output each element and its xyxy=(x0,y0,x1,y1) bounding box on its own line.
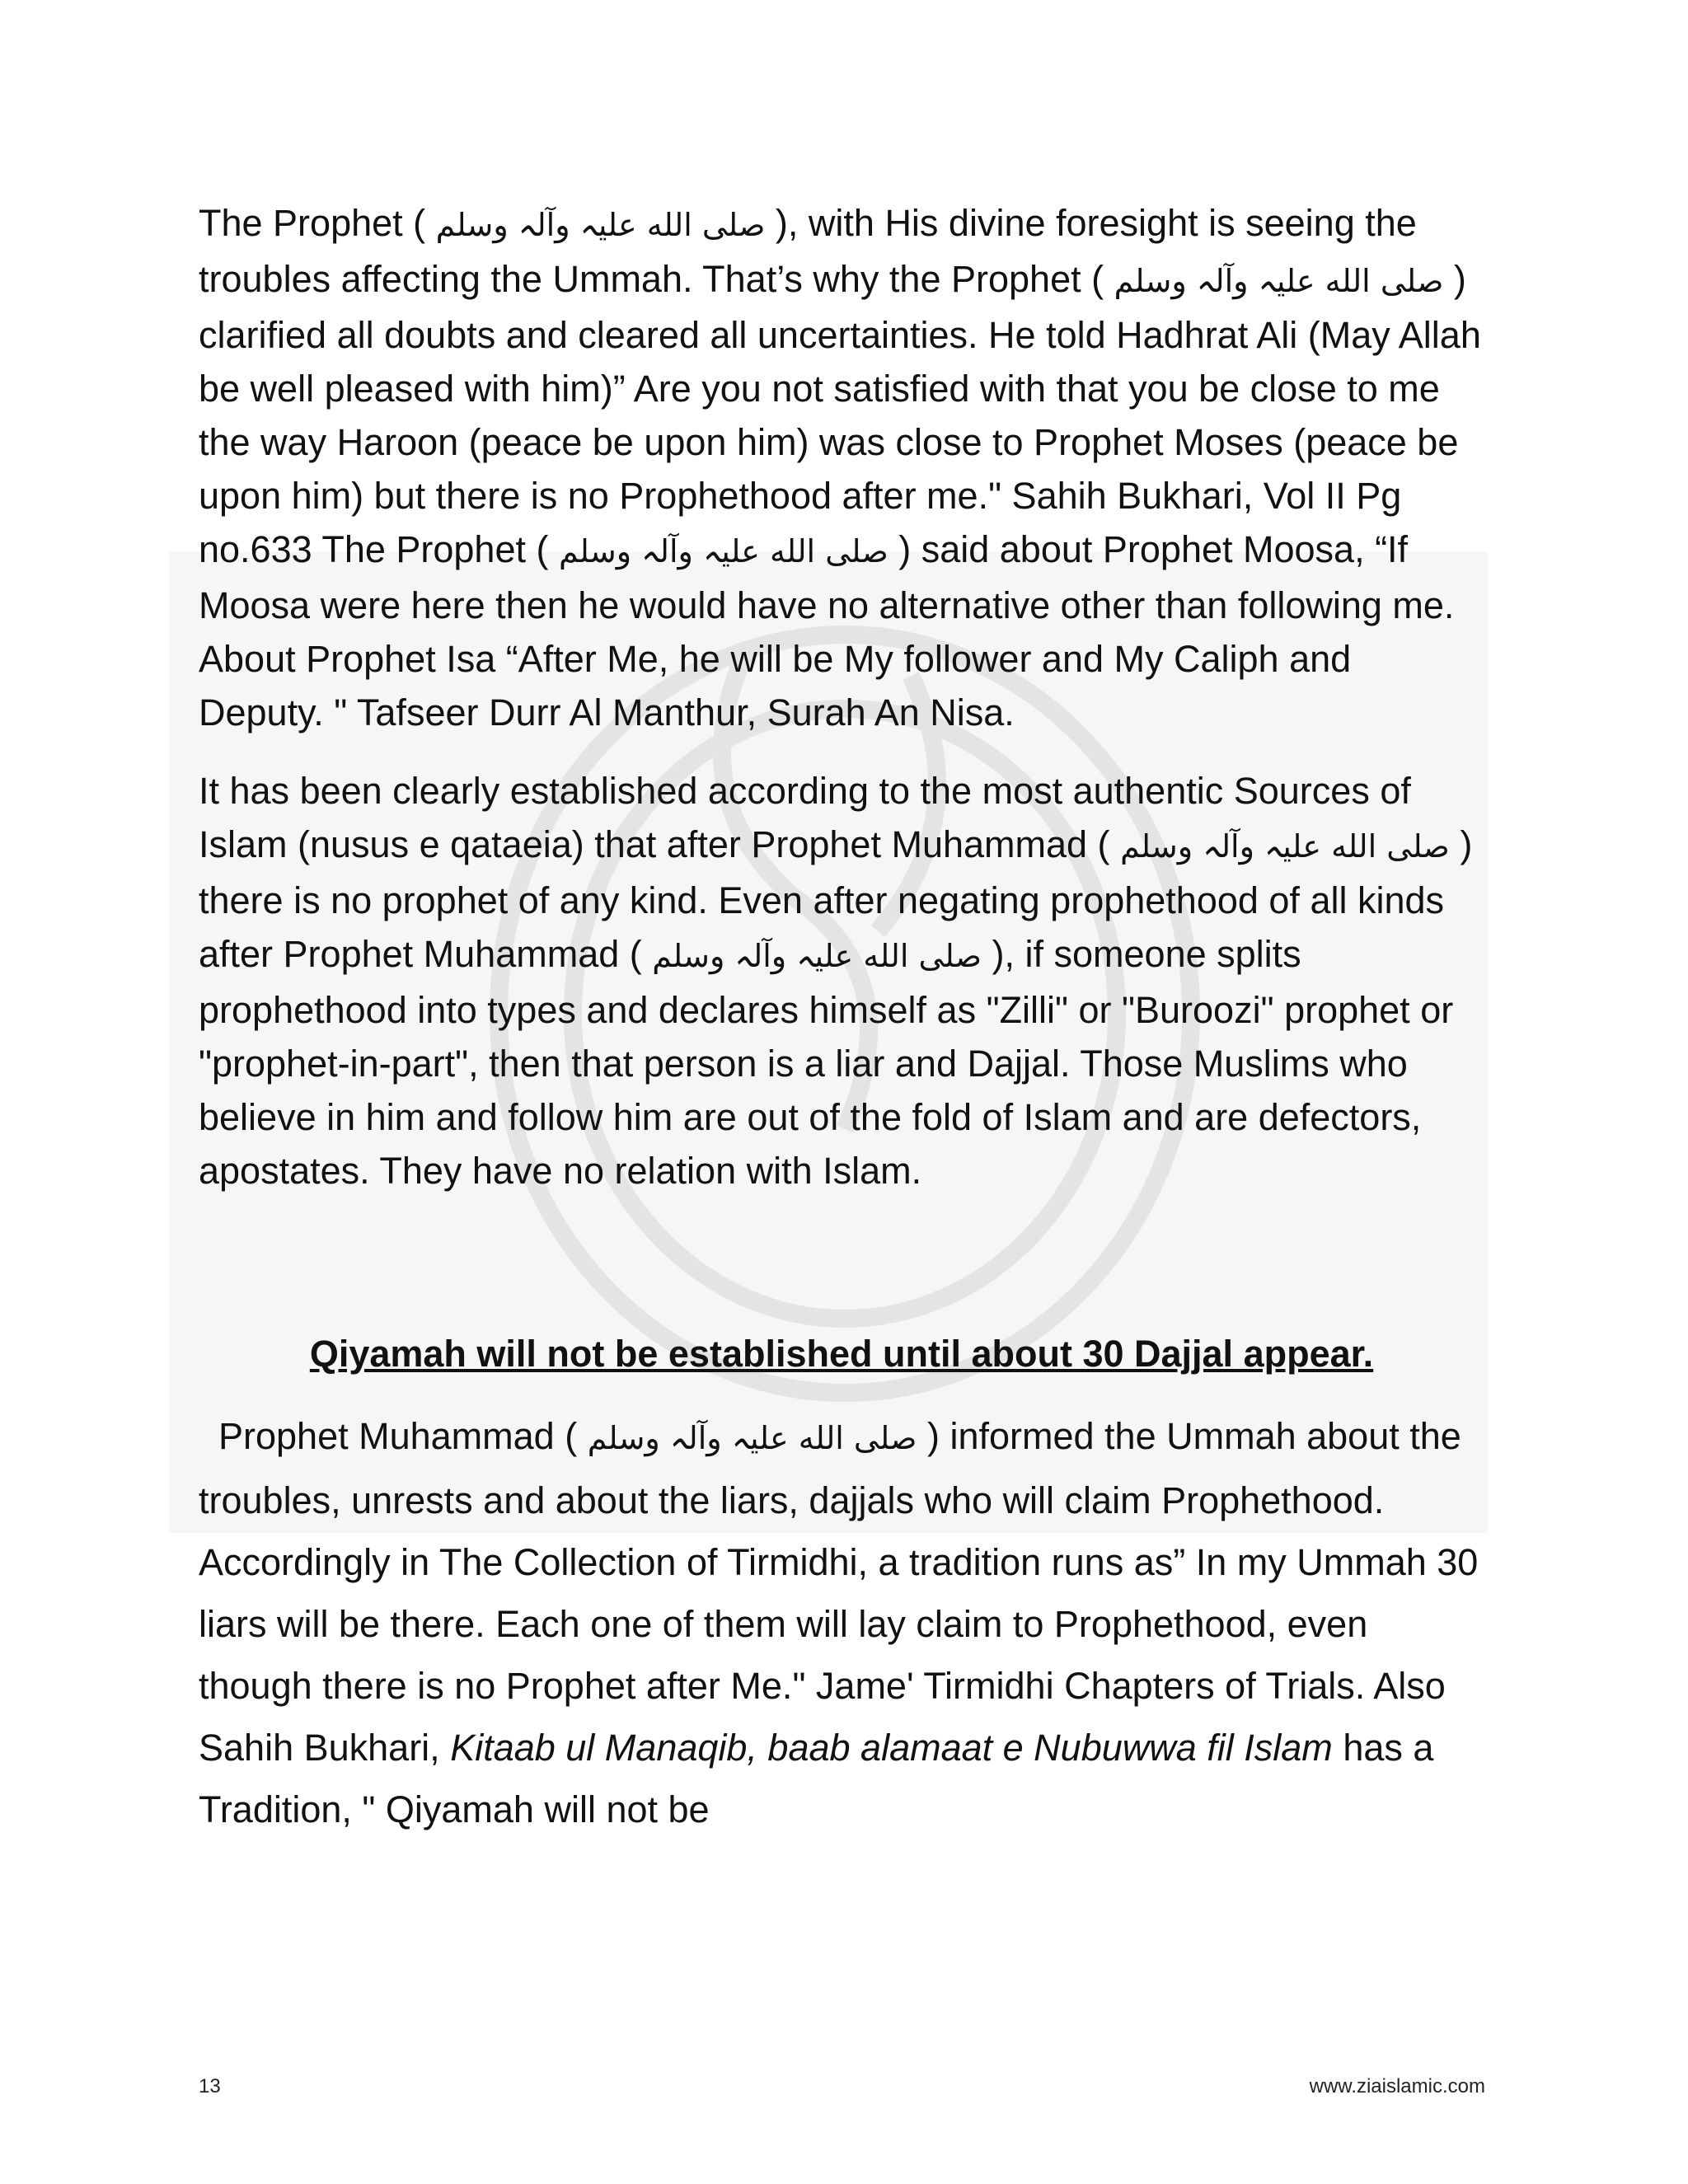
para2-text-1: It has been clearly established according to the most authentic Sources of Islam (nusus e qataeia) that after Prophet Muhammad ( xyxy=(199,770,1411,865)
page-number: 13 xyxy=(199,2075,221,2097)
para1-text-2: ), with His divine foresight is seeing the troubles affecting the Ummah. That’s why the Prophet ( xyxy=(199,202,1417,300)
para2-text-3: ), if someone splits prophethood into types and declares himself as "Zilli" or "Buroozi" prophet or "prophet-in-part", then that person is a liar and Dajjal. Those Muslims who believe in him and follow him are out of the fold of Islam and are defectors, apostates. They have no relation with Islam. xyxy=(199,933,1454,1192)
paragraph-1 xyxy=(199,196,1484,739)
para1-text-3: ) clarified all doubts and cleared all uncertainties. He told Hadhrat Ali (May Allah be well pleased with him)” Are you not satisfied with that you be close to me the way Haroon (peace be upon him) was close to Prophet Moses (peace be upon him) but there is no Prophethood after me." Sahih Bukhari, Vol II Pg no.633 The Prophet ( xyxy=(199,258,1481,570)
paragraph-3 xyxy=(199,1405,1484,1840)
website-url: www.ziaislamic.com xyxy=(1309,2075,1485,2097)
para2-text-2: ) there is no prophet of any kind. Even after negating prophethood of all kinds after Prophet Muhammad ( xyxy=(199,823,1473,975)
salawat-arabic: صلى الله عليہ وآلہ وسلم xyxy=(1114,263,1444,299)
para1-text-4: ) said about Prophet Moosa, “If Moosa were here then he would have no alternative other than following me. About Prophet Isa “After Me, he will be My follower and My Caliph and Deputy. " Tafseer Durr Al Manthur, Surah An Nisa. xyxy=(199,528,1455,733)
para3-text-2: ) informed the Ummah about the troubles, unrests and about the liars, dajjals who will claim Prophethood. Accordingly in The Collection of Tirmidhi, a tradition runs as” In my Ummah 30 liars will be there. Each one of them will lay claim to Prophethood, even though there is no Prophet after Me." Jame' Tirmidhi Chapters of Trials. Also Sahih Bukhari, xyxy=(199,1415,1479,1769)
para3-text-3: has a Tradition, " Qiyamah will not be xyxy=(199,1727,1434,1830)
salawat-arabic: صلى الله عليہ وآلہ وسلم xyxy=(652,938,982,974)
para3-text-1: Prophet Muhammad ( xyxy=(218,1415,578,1457)
salawat-arabic: صلى الله عليہ وآلہ وسلم xyxy=(558,533,889,569)
salawat-arabic: صلى الله عليہ وآلہ وسلم xyxy=(435,207,766,243)
paragraph-2 xyxy=(199,764,1484,1197)
section-heading: Qiyamah will not be established until about 30 Dajjal appear. xyxy=(309,1333,1374,1375)
document-body xyxy=(199,196,1484,1840)
para3-italic-reference: Kitaab ul Manaqib, baab alamaat e Nubuwwa fil Islam xyxy=(450,1727,1333,1769)
para1-text-1: The Prophet ( xyxy=(199,202,426,244)
salawat-arabic: صلى الله عليہ وآلہ وسلم xyxy=(587,1420,917,1456)
salawat-arabic: صلى الله عليہ وآلہ وسلم xyxy=(1120,828,1450,865)
